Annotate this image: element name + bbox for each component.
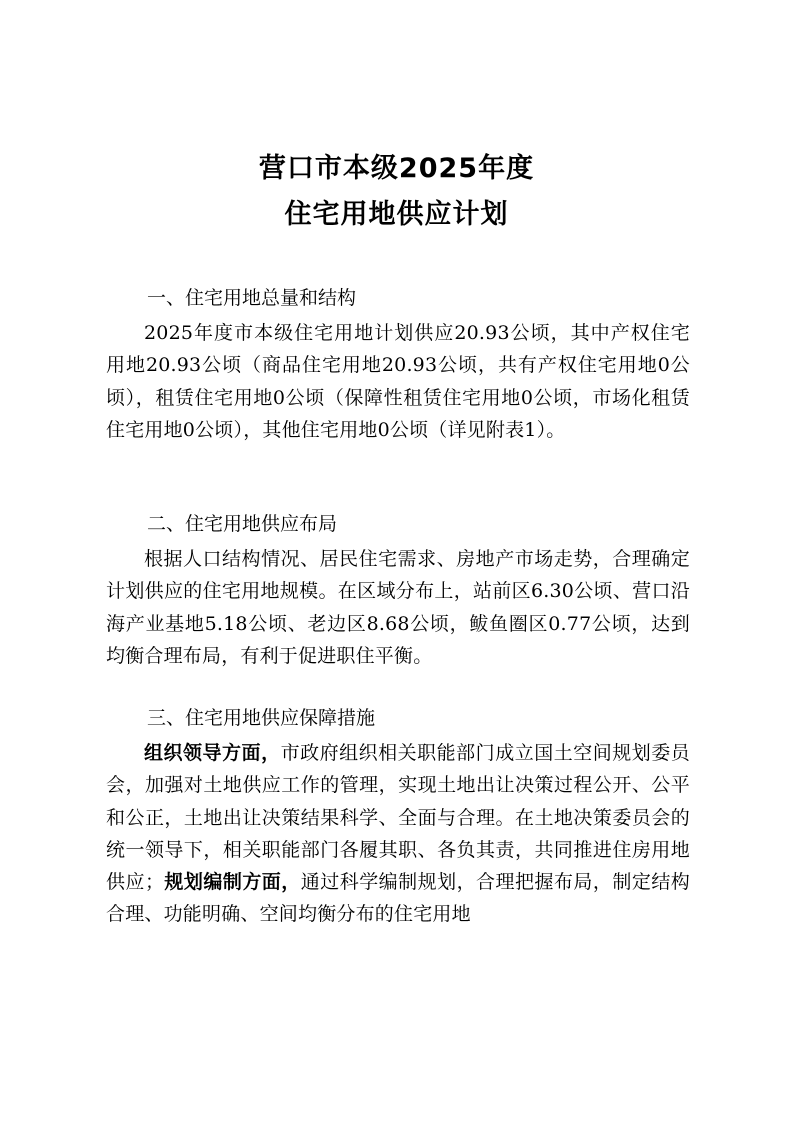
section-paragraph-3 (106, 737, 690, 931)
section-heading-2: 二、住宅用地供应布局 (147, 513, 338, 535)
section-paragraph-2: 根据人口结构情况、居民住宅需求、房地产市场走势，合理确定计划供应的住宅用地规模。在区域分布上，站前区6.30公顷、营口沿海产业基地5.18公顷、老边区8.68公顷，鲅鱼圈区0.77公顷，达到均衡合理布局，有利于促进职住平衡。 (106, 548, 690, 667)
document-title-line-2: 住宅用地供应计划 (284, 199, 509, 230)
text-planning: 通过科学编制规划，合理把握布局，制定结构合理、功能明确、空间均衡分布的住宅用地 (106, 871, 690, 926)
section-paragraph-1: 2025年度市本级住宅用地计划供应20.93公顷，其中产权住宅用地20.93公顷（商品住宅用地20.93公顷，共有产权住宅用地0公顷），租赁住宅用地0公顷（保障性租赁住宅用地0公顷，市场化租赁住宅用地0公顷），其他住宅用地0公顷（详见附表1）。 (106, 322, 690, 441)
text-organization: 市政府组织相关职能部门成立国土空间规划委员会，加强对土地供应工作的管理，实现土地出让决策过程公开、公平和公正，土地出让决策结果科学、全面与合理。在土地决策委员会的统一领导下，相关职能部门各履其职、各负其责，共同推进住房用地供应； (106, 742, 690, 894)
section-heading-1: 一、住宅用地总量和结构 (147, 287, 357, 309)
section-heading-3: 三、住宅用地供应保障措施 (147, 707, 376, 729)
lead-organization: 组织领导方面， (144, 742, 281, 764)
document-title-line-1: 营口市本级2025年度 (258, 153, 535, 184)
lead-planning: 规划编制方面， (164, 871, 301, 894)
